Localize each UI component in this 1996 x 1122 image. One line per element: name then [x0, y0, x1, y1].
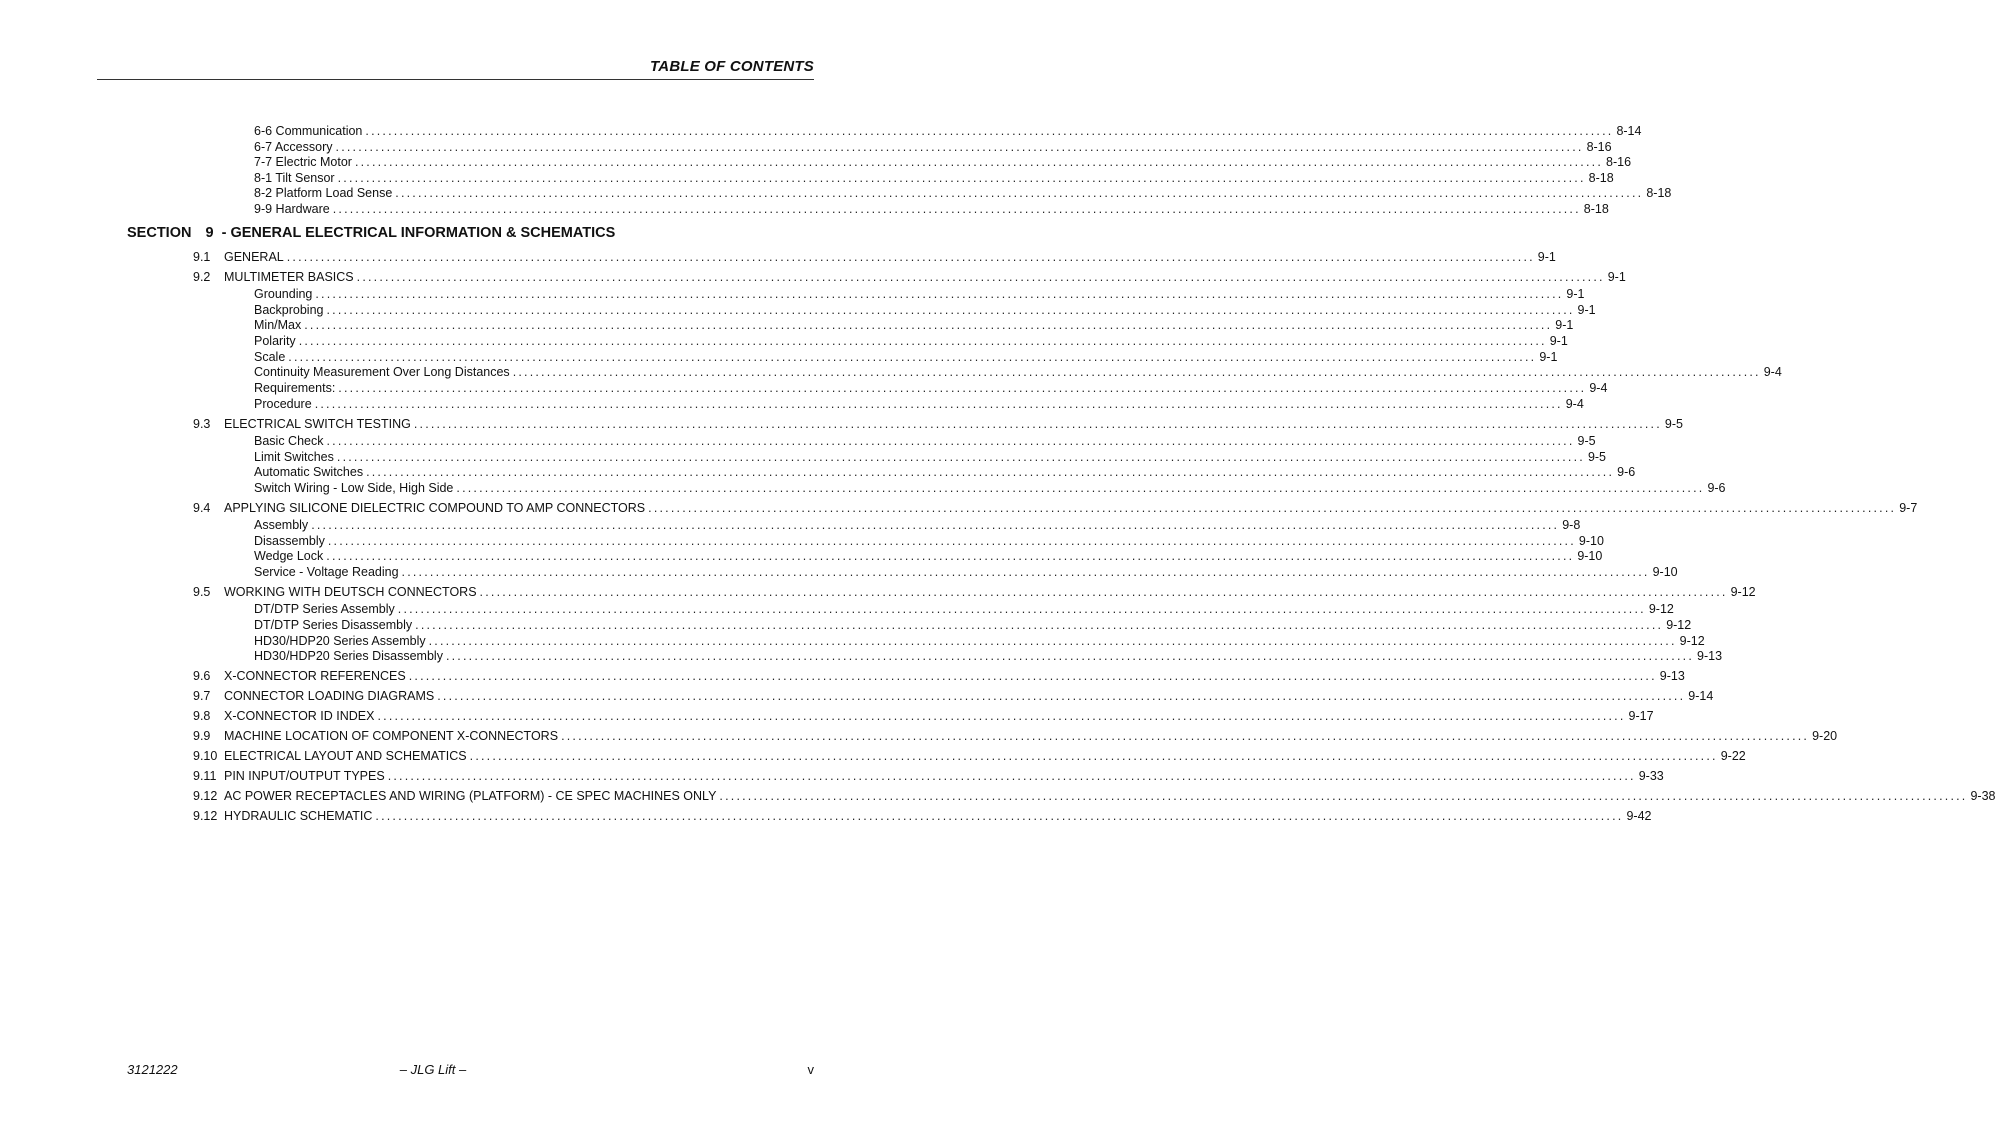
- toc-entry[interactable]: [193, 500, 1918, 516]
- toc-entry[interactable]: [193, 728, 1838, 744]
- toc-entry-page: 9-10: [1652, 565, 1678, 579]
- toc-entry[interactable]: [254, 480, 1726, 496]
- toc-entry[interactable]: [254, 302, 1596, 318]
- toc-entry[interactable]: [193, 808, 1652, 824]
- toc-entry-page: 9-13: [1697, 649, 1723, 663]
- toc-leader-dots: ............................................................................................................................................................................................................................: [354, 155, 1603, 169]
- toc-entry-number: 9.9: [193, 729, 211, 743]
- section-number: 9: [205, 225, 214, 241]
- toc-entry-page: 9-1: [1566, 287, 1585, 301]
- toc-leader-dots: ............................................................................................................................................................................................................................: [311, 518, 1560, 532]
- toc-leader-dots: ............................................................................................................................................................................................................................: [286, 250, 1535, 264]
- toc-entry-label: HD30/HDP20 Series Assembly: [254, 634, 426, 648]
- toc-entry-page: 9-5: [1577, 434, 1596, 448]
- footer-doc-number: 3121222: [127, 1062, 178, 1077]
- toc-entry-page: 9-13: [1659, 669, 1685, 683]
- toc-leader-dots: ............................................................................................................................................................................................................................: [415, 618, 1664, 632]
- toc-entry-label: ELECTRICAL SWITCH TESTING: [224, 417, 411, 431]
- toc-leader-dots: ............................................................................................................................................................................................................................: [395, 186, 1644, 200]
- section-title: - GENERAL ELECTRICAL INFORMATION & SCHEMATICS: [221, 225, 616, 241]
- toc-leader-dots: ............................................................................................................................................................................................................................: [512, 365, 1761, 379]
- toc-entry-page: 9-5: [1587, 450, 1607, 464]
- toc-leader-dots: ............................................................................................................................................................................................................................: [326, 434, 1575, 448]
- toc-leader-dots: ............................................................................................................................................................................................................................: [337, 171, 1586, 185]
- toc-entry[interactable]: [254, 533, 1604, 549]
- toc-entry-label: Procedure: [254, 397, 312, 411]
- toc-entry-label: Limit Switches: [254, 450, 334, 464]
- footer-publisher: – JLG Lift –: [399, 1062, 467, 1077]
- toc-entry-label: 9-9 Hardware: [254, 202, 330, 216]
- toc-entry-label: X-CONNECTOR ID INDEX: [224, 709, 375, 723]
- toc-entry-label: Min/Max: [254, 318, 302, 332]
- toc-entry-page: 9-42: [1626, 809, 1652, 823]
- toc-entry-page: 9-12: [1679, 634, 1705, 648]
- toc-entry[interactable]: [254, 396, 1584, 412]
- toc-entry-label: Scale: [254, 350, 286, 364]
- toc-entry-label: Disassembly: [254, 534, 325, 548]
- toc-entry-number: 9.6: [193, 669, 211, 683]
- toc-entry[interactable]: [193, 249, 1556, 265]
- toc-entry-page: 8-14: [1616, 124, 1642, 138]
- footer-page-number: v: [807, 1062, 814, 1077]
- toc-entry-label: ELECTRICAL LAYOUT AND SCHEMATICS: [224, 749, 467, 763]
- toc-entry-label: Service - Voltage Reading: [254, 565, 399, 579]
- toc-entry-label: Assembly: [254, 518, 309, 532]
- toc-entry-number: 9.12: [193, 789, 218, 803]
- toc-entry[interactable]: [193, 768, 1664, 784]
- toc-leader-dots: ............................................................................................................................................................................................................................: [326, 549, 1575, 563]
- toc-entry-label: 8-2 Platform Load Sense: [254, 186, 393, 200]
- toc-leader-dots: ............................................................................................................................................................................................................................: [338, 381, 1587, 395]
- toc-leader-dots: ............................................................................................................................................................................................................................: [479, 585, 1728, 599]
- toc-entry-page: 9-8: [1562, 518, 1581, 532]
- toc-leader-dots: ............................................................................................................................................................................................................................: [326, 303, 1575, 317]
- toc-entry[interactable]: [254, 380, 1608, 396]
- toc-entry[interactable]: [254, 433, 1596, 449]
- toc-entry-label: DT/DTP Series Disassembly: [254, 618, 413, 632]
- toc-leader-dots: ............................................................................................................................................................................................................................: [445, 649, 1694, 663]
- toc-leader-dots: ............................................................................................................................................................................................................................: [335, 140, 1584, 154]
- toc-leader-dots: ............................................................................................................................................................................................................................: [408, 669, 1657, 683]
- toc-entry[interactable]: [254, 349, 1558, 365]
- toc-leader-dots: ............................................................................................................................................................................................................................: [332, 202, 1581, 216]
- toc-entry[interactable]: [193, 708, 1654, 724]
- toc-entry-page: 8-18: [1646, 186, 1672, 200]
- toc-entry-page: 9-38: [1970, 789, 1996, 803]
- toc-entry[interactable]: [193, 584, 1756, 600]
- toc-entry-label: 6-6 Communication: [254, 124, 363, 138]
- toc-entry-page: 8-18: [1588, 171, 1614, 185]
- toc-entry[interactable]: [254, 564, 1678, 580]
- toc-entry-label: PIN INPUT/OUTPUT TYPES: [224, 769, 385, 783]
- toc-leader-dots: ............................................................................................................................................................................................................................: [298, 334, 1547, 348]
- toc-leader-dots: ............................................................................................................................................................................................................................: [366, 465, 1615, 479]
- toc-entry-number: 9.4: [193, 501, 211, 515]
- toc-entry[interactable]: [254, 449, 1607, 465]
- toc-entry-page: 9-12: [1666, 618, 1692, 632]
- toc-entry-page: 9-10: [1577, 549, 1603, 563]
- toc-entry-label: Requirements:: [254, 381, 336, 395]
- toc-entry-label: HYDRAULIC SCHEMATIC: [224, 809, 373, 823]
- toc-leader-dots: ............................................................................................................................................................................................................................: [413, 417, 1662, 431]
- section-word: SECTION: [127, 225, 192, 241]
- toc-entry[interactable]: [193, 688, 1714, 704]
- toc-leader-dots: ............................................................................................................................................................................................................................: [469, 749, 1718, 763]
- toc-leader-dots: ............................................................................................................................................................................................................................: [648, 501, 1897, 515]
- toc-entry[interactable]: [254, 286, 1585, 302]
- toc-entry-label: Polarity: [254, 334, 296, 348]
- toc-entry-page: 9-1: [1537, 250, 1556, 264]
- header-title: TABLE OF CONTENTS: [650, 58, 814, 75]
- toc-leader-dots: ............................................................................................................................................................................................................................: [356, 270, 1605, 284]
- toc-entry-number: 9.2: [193, 270, 211, 284]
- toc-entry-label: Grounding: [254, 287, 313, 301]
- toc-leader-dots: ............................................................................................................................................................................................................................: [375, 809, 1624, 823]
- toc-entry-label: 7-7 Electric Motor: [254, 155, 352, 169]
- toc-entry-page: 9-10: [1578, 534, 1604, 548]
- toc-entry-number: 9.1: [193, 250, 211, 264]
- toc-leader-dots: ............................................................................................................................................................................................................................: [428, 634, 1677, 648]
- toc-entry-page: 8-18: [1583, 202, 1609, 216]
- toc-entry-number: 9.5: [193, 585, 211, 599]
- toc-entry[interactable]: [254, 648, 1723, 664]
- toc-entry[interactable]: [254, 317, 1574, 333]
- toc-leader-dots: ............................................................................................................................................................................................................................: [304, 318, 1553, 332]
- toc-entry-page: 9-22: [1720, 749, 1746, 763]
- toc-entry-number: 9.10: [193, 749, 218, 763]
- toc-entry-label: APPLYING SILICONE DIELECTRIC COMPOUND TO AMP CONNECTORS: [224, 501, 646, 515]
- toc-entry[interactable]: [254, 617, 1692, 633]
- toc-entry[interactable]: [254, 364, 1782, 380]
- toc-entry-page: 9-1: [1607, 270, 1626, 284]
- toc-entry[interactable]: [254, 333, 1568, 349]
- toc-entry-page: 9-14: [1688, 689, 1714, 703]
- toc-entry-page: 9-7: [1899, 501, 1918, 515]
- toc-entry-label: CONNECTOR LOADING DIAGRAMS: [224, 689, 435, 703]
- toc-entry-page: 9-20: [1812, 729, 1838, 743]
- toc-entry-number: 9.12: [193, 809, 218, 823]
- toc-entry-label: DT/DTP Series Assembly: [254, 602, 395, 616]
- toc-entry-label: MACHINE LOCATION OF COMPONENT X-CONNECTORS: [224, 729, 559, 743]
- toc-leader-dots: ............................................................................................................................................................................................................................: [377, 709, 1626, 723]
- toc-entry[interactable]: [254, 517, 1581, 533]
- toc-entry-label: 8-1 Tilt Sensor: [254, 171, 335, 185]
- toc-entry-page: 8-16: [1606, 155, 1632, 169]
- toc-entry-label: WORKING WITH DEUTSCH CONNECTORS: [224, 585, 477, 599]
- toc-entry-label: Basic Check: [254, 434, 324, 448]
- toc-entry-label: Wedge Lock: [254, 549, 324, 563]
- toc-entry-label: Backprobing: [254, 303, 324, 317]
- toc-entry-page: 9-1: [1539, 350, 1558, 364]
- toc-leader-dots: ............................................................................................................................................................................................................................: [288, 350, 1537, 364]
- toc-entry-page: 9-1: [1549, 334, 1568, 348]
- toc-entry-label: GENERAL: [224, 250, 284, 264]
- toc-entry-label: Automatic Switches: [254, 465, 364, 479]
- toc-leader-dots: ............................................................................................................................................................................................................................: [336, 450, 1585, 464]
- toc-entry-page: 9-12: [1648, 602, 1674, 616]
- toc-leader-dots: ............................................................................................................................................................................................................................: [456, 481, 1705, 495]
- toc-entry-number: 9.8: [193, 709, 211, 723]
- toc-entry-page: 8-16: [1586, 140, 1612, 154]
- toc-entry-page: 9-17: [1628, 709, 1654, 723]
- toc-entry[interactable]: [193, 416, 1683, 432]
- toc-leader-dots: ............................................................................................................................................................................................................................: [719, 789, 1968, 803]
- toc-entry[interactable]: [254, 601, 1674, 617]
- toc-entry-number: 9.3: [193, 417, 211, 431]
- toc-leader-dots: ............................................................................................................................................................................................................................: [561, 729, 1810, 743]
- toc-leader-dots: ............................................................................................................................................................................................................................: [397, 602, 1646, 616]
- toc-entry-label: 6-7 Accessory: [254, 140, 333, 154]
- toc-entry[interactable]: [254, 633, 1705, 649]
- toc-leader-dots: ............................................................................................................................................................................................................................: [387, 769, 1636, 783]
- toc-leader-dots: ............................................................................................................................................................................................................................: [327, 534, 1576, 548]
- toc-entry-label: Switch Wiring - Low Side, High Side: [254, 481, 454, 495]
- toc-entry-page: 9-12: [1730, 585, 1756, 599]
- toc-entry[interactable]: [254, 548, 1603, 564]
- toc-leader-dots: ............................................................................................................................................................................................................................: [437, 689, 1686, 703]
- toc-entry-label: X-CONNECTOR REFERENCES: [224, 669, 406, 683]
- toc-leader-dots: ............................................................................................................................................................................................................................: [314, 397, 1563, 411]
- toc-entry-page: 9-4: [1763, 365, 1782, 379]
- toc-entry[interactable]: [193, 788, 1996, 804]
- toc-entry-page: 9-6: [1617, 465, 1636, 479]
- toc-entry-label: Continuity Measurement Over Long Distances: [254, 365, 510, 379]
- toc-entry-page: 9-5: [1664, 417, 1683, 431]
- toc-entry-label: MULTIMETER BASICS: [224, 270, 354, 284]
- toc-entry-page: 9-6: [1707, 481, 1726, 495]
- toc-entry-page: 9-1: [1577, 303, 1596, 317]
- toc-entry[interactable]: [193, 668, 1685, 684]
- toc-entry[interactable]: [254, 464, 1636, 480]
- toc-entry[interactable]: [193, 748, 1746, 764]
- toc-entry-number: 9.7: [193, 689, 211, 703]
- toc-entry-page: 9-4: [1589, 381, 1608, 395]
- toc-entry-page: 9-4: [1565, 397, 1584, 411]
- toc-leader-dots: ............................................................................................................................................................................................................................: [401, 565, 1650, 579]
- toc-entry-label: AC POWER RECEPTACLES AND WIRING (PLATFORM) - CE SPEC MACHINES ONLY: [224, 789, 717, 803]
- toc-entry-label: HD30/HDP20 Series Disassembly: [254, 649, 443, 663]
- toc-entry-number: 9.11: [193, 769, 217, 783]
- toc-leader-dots: ............................................................................................................................................................................................................................: [365, 124, 1614, 138]
- toc-entry-page: 9-33: [1638, 769, 1664, 783]
- toc-leader-dots: ............................................................................................................................................................................................................................: [315, 287, 1564, 301]
- toc-entry-page: 9-1: [1555, 318, 1574, 332]
- toc-entry[interactable]: [193, 269, 1626, 285]
